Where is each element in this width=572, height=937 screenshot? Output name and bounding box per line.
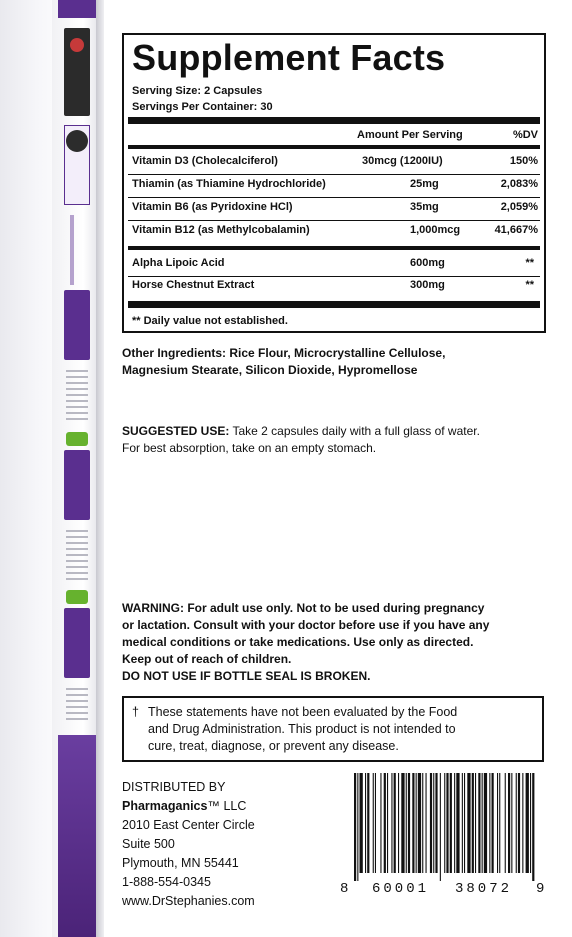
- nutrient-name: Horse Chestnut Extract: [132, 279, 255, 291]
- other-ingredients: [122, 345, 542, 379]
- disclaimer-line-1: These statements have not been evaluated by the Food: [148, 705, 458, 719]
- side-purple-bottom-bar: [58, 735, 96, 937]
- side-badge-circle-icon: [66, 130, 88, 152]
- servings-per-container: Servings Per Container: 30: [132, 101, 273, 113]
- suggested-use: [122, 423, 542, 457]
- nutrient-name: Alpha Lipoic Acid: [132, 257, 225, 269]
- barcode-bar: [511, 773, 512, 873]
- label-main: [116, 0, 568, 937]
- facts-rule-mid: [128, 246, 540, 250]
- disclaimer-line-3: cure, treat, diagnose, or prevent any disease.: [148, 739, 399, 753]
- nutrient-amount: 35mg: [410, 201, 439, 213]
- side-panel-edge: [96, 0, 104, 937]
- barcode-bar: [391, 773, 392, 873]
- nutrient-name: Thiamin (as Thiamine Hydrochloride): [132, 178, 326, 190]
- barcode-bar: [482, 773, 483, 873]
- dagger-symbol: †: [132, 705, 139, 719]
- nutrient-row-vitamin-d3: [132, 151, 538, 173]
- side-grey-text-2: [66, 530, 88, 580]
- barcode-bar: [464, 773, 465, 873]
- barcode-bar: [406, 773, 407, 873]
- side-purple-block-2: [64, 450, 90, 520]
- barcode-bar: [422, 773, 423, 873]
- phone-number: 1-888-554-0345: [122, 875, 211, 889]
- side-grey-text-3: [66, 688, 88, 724]
- facts-rule-bottom: [128, 301, 540, 308]
- nutrient-amount: 300mg: [410, 279, 445, 291]
- nutrient-name: Vitamin B12 (as Methylcobalamin): [132, 224, 310, 236]
- barcode-group-2: 38072: [455, 881, 513, 897]
- barcode-bar: [373, 773, 374, 873]
- barcode-bar: [360, 773, 363, 873]
- warning-line-3: medical conditions or take medications. Use only as directed.: [122, 635, 474, 649]
- barcode-bar: [430, 773, 432, 873]
- barcode-bar: [530, 773, 531, 873]
- warning-line-2: or lactation. Consult with your doctor before use if you have any: [122, 618, 490, 632]
- nutrient-dv: 2,059%: [500, 201, 538, 213]
- address-city: Plymouth, MN 55441: [122, 856, 239, 870]
- nutrient-row-horse-chestnut: [132, 275, 538, 297]
- barcode-bar: [492, 773, 494, 873]
- barcode-bar: [435, 773, 437, 873]
- supplement-facts-panel: [122, 33, 546, 333]
- suggested-use-label: SUGGESTED USE:: [122, 424, 230, 438]
- facts-title: Supplement Facts: [132, 37, 446, 78]
- suggested-use-line-2: For best absorption, take on an empty stomach.: [122, 441, 377, 455]
- barcode-bar: [505, 773, 506, 873]
- barcode-bar: [508, 773, 510, 873]
- other-ingredients-line-2: Magnesium Stearate, Silicon Dioxide, Hypromellose: [122, 363, 418, 377]
- nutrient-amount: 30mcg (1200IU): [362, 155, 443, 167]
- box-side-panel: [0, 0, 104, 937]
- barcode-bar: [489, 773, 490, 873]
- nutrient-dv: **: [525, 279, 534, 291]
- nutrient-row-thiamin: [132, 174, 538, 196]
- brand-logo-icon: [64, 28, 90, 116]
- suggested-use-line-1: Take 2 capsules daily with a full glass of water.: [229, 424, 480, 438]
- side-green-icon-2: [66, 590, 88, 604]
- barcode-bar: [367, 773, 369, 873]
- barcode-digit-left: 8: [340, 881, 349, 897]
- barcode-bar: [375, 773, 376, 873]
- barcode-bar: [475, 773, 476, 873]
- header-amount: Amount Per Serving: [357, 129, 463, 141]
- barcode-bar: [454, 773, 455, 873]
- barcode-bar: [518, 773, 520, 873]
- barcode-bar: [401, 773, 404, 873]
- website: www.DrStephanies.com: [122, 894, 255, 908]
- barcode-bar: [499, 773, 500, 873]
- disclaimer-line-2: and Drug Administration. This product is not intended to: [148, 722, 456, 736]
- barcode-bar: [456, 773, 459, 873]
- barcode-bar: [426, 773, 427, 873]
- nutrient-row-alpha-lipoic-acid: [132, 253, 538, 275]
- distributor-label: DISTRIBUTED BY: [122, 780, 226, 794]
- warning-block: [122, 600, 542, 685]
- barcode-bar: [467, 773, 470, 873]
- barcode-digit-right: 9: [536, 881, 545, 897]
- barcode-bar: [398, 773, 399, 873]
- barcode-bar: [408, 773, 410, 873]
- facts-rule-header: [128, 145, 540, 149]
- barcode-bar: [444, 773, 445, 873]
- barcode-bar: [394, 773, 396, 873]
- nutrient-dv: 2,083%: [500, 178, 538, 190]
- barcode-bar: [484, 773, 487, 873]
- barcode-bar: [387, 773, 388, 873]
- nutrient-name: Vitamin B6 (as Pyridoxine HCl): [132, 201, 293, 213]
- nutrient-dv: 150%: [509, 155, 538, 167]
- side-purple-block: [64, 290, 90, 360]
- nutrient-amount: 25mg: [410, 178, 439, 190]
- barcode-bar: [412, 773, 414, 873]
- side-green-icon: [66, 432, 88, 446]
- side-vertical-text: [70, 215, 74, 285]
- nutrient-amount: 600mg: [410, 257, 445, 269]
- upc-barcode: [340, 773, 548, 901]
- barcode-bar: [380, 773, 381, 873]
- address-line-2: Suite 500: [122, 837, 175, 851]
- nutrient-row-vitamin-b6: [132, 197, 538, 219]
- barcode-bar: [462, 773, 463, 873]
- barcode-bar: [416, 773, 417, 873]
- side-grey-text: [66, 370, 88, 420]
- side-purple-top-bar: [58, 0, 96, 18]
- barcode-bar: [433, 773, 434, 873]
- barcode-bar: [440, 773, 441, 881]
- fda-disclaimer-box: [122, 696, 544, 762]
- barcode-bar: [365, 773, 366, 873]
- warning-line-1: For adult use only. Not to be used during pregnancy: [184, 601, 485, 615]
- barcode-bar: [472, 773, 474, 873]
- barcode-bar: [516, 773, 517, 873]
- company-suffix: ™ LLC: [207, 799, 247, 813]
- barcode-bar: [450, 773, 452, 873]
- barcode-group-1: 60001: [372, 881, 430, 897]
- barcode-bars: [340, 773, 548, 881]
- barcode-bar: [357, 773, 358, 881]
- nutrient-row-vitamin-b12: [132, 220, 538, 242]
- distributor-info: [122, 778, 332, 911]
- barcode-bar: [497, 773, 498, 873]
- company-name: Pharmaganics: [122, 799, 208, 813]
- barcode-bar: [478, 773, 480, 873]
- barcode-bar: [384, 773, 386, 873]
- nutrient-dv: 41,667%: [494, 224, 538, 236]
- warning-line-4: Keep out of reach of children.: [122, 652, 292, 666]
- side-purple-block-3: [64, 608, 90, 678]
- serving-size: Serving Size: 2 Capsules: [132, 85, 263, 97]
- address-line-1: 2010 East Center Circle: [122, 818, 255, 832]
- barcode-bar: [446, 773, 448, 873]
- barcode-bar: [354, 773, 356, 881]
- facts-rule-thick: [128, 117, 540, 124]
- other-ingredients-line-1: Other Ingredients: Rice Flour, Microcrystalline Cellulose,: [122, 346, 446, 360]
- header-dv: %DV: [512, 129, 538, 141]
- warning-label: WARNING:: [122, 601, 184, 615]
- barcode-bar: [532, 773, 534, 881]
- nutrient-dv: **: [525, 257, 534, 269]
- nutrient-name: Vitamin D3 (Cholecalciferol): [132, 155, 278, 167]
- barcode-bar: [526, 773, 529, 873]
- warning-line-5: DO NOT USE IF BOTTLE SEAL IS BROKEN.: [122, 669, 371, 683]
- facts-footnote: ** Daily value not established.: [132, 315, 288, 327]
- nutrient-amount: 1,000mcg: [410, 224, 461, 236]
- barcode-bar: [522, 773, 523, 873]
- barcode-bar: [418, 773, 421, 873]
